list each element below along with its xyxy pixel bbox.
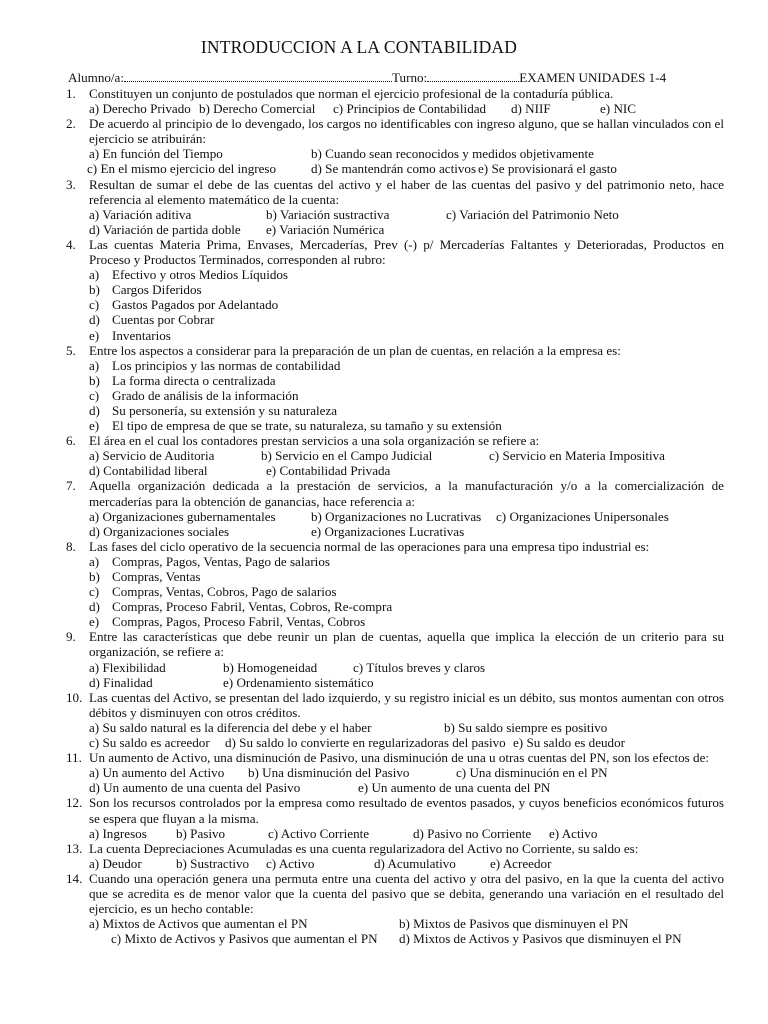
option-text: La forma directa o centralizada — [112, 372, 276, 388]
answer-option[interactable]: c) Una disminución en el PN — [456, 765, 608, 781]
answer-option[interactable]: e) Acreedor — [490, 855, 552, 871]
answer-option[interactable] — [89, 267, 724, 282]
answer-option[interactable]: e) Un aumento de una cuenta del PN — [358, 780, 551, 796]
options-row — [66, 856, 724, 871]
answer-option[interactable]: d) Un aumento de una cuenta del Pasivo — [89, 780, 301, 796]
exam-header — [68, 69, 708, 85]
question-8 — [66, 539, 724, 630]
question-number: 1. — [66, 86, 76, 101]
question-4 — [66, 237, 724, 343]
answer-option[interactable]: a) Variación aditiva — [89, 206, 192, 222]
option-letter: a) — [89, 357, 100, 373]
question-text: Resultan de sumar el debe de las cuentas del activo y el haber de las cuentas del pasivo y del patrimonio neto, hace referencia al elemento matemático de la cuenta: — [89, 176, 724, 207]
exam-title: INTRODUCCION A LA CONTABILIDAD — [200, 37, 518, 57]
answer-option[interactable] — [89, 297, 724, 312]
options-row — [66, 765, 724, 780]
answer-option[interactable]: c) Servicio en Materia Impositiva — [489, 448, 665, 464]
question-text: Aquella organización dedicada a la prestación de servicios, a la manufacturación y/o a la comercialización de mercaderías para la obtención de ganancias, hace referencia a: — [89, 478, 724, 509]
answer-option[interactable]: d) Organizaciones sociales — [89, 523, 230, 539]
question-9 — [66, 629, 724, 689]
question-7 — [66, 478, 724, 538]
question-text: Constituyen un conjunto de postulados que norman el ejercicio profesional de la contaduría pública. — [89, 86, 614, 101]
answer-option[interactable]: b) Sustractivo — [176, 855, 250, 871]
question-text: De acuerdo al principio de lo devengado, los cargos no identificables con ingreso alguno, que se hallan vinculados con el ejercicio se atribuirán: — [89, 116, 724, 147]
options-row — [66, 675, 724, 690]
question-number: 2. — [66, 116, 76, 132]
answer-option[interactable] — [89, 554, 724, 569]
answer-option[interactable] — [89, 614, 724, 629]
answer-option[interactable]: b) Organizaciones no Lucrativas — [311, 508, 482, 524]
answer-option[interactable]: a) Mixtos de Activos que aumentan el PN — [89, 916, 308, 932]
answer-option[interactable]: d) Contabilidad liberal — [89, 463, 208, 479]
answer-option[interactable]: d) Pasivo no Corriente — [413, 825, 532, 841]
option-letter: d) — [89, 599, 100, 615]
answer-option[interactable] — [89, 388, 724, 403]
option-text: Compras, Ventas — [112, 569, 201, 584]
answer-option[interactable] — [89, 373, 724, 388]
option-text: Cargos Diferidos — [112, 282, 202, 298]
options-row — [66, 660, 724, 675]
answer-option[interactable]: d) NIIF — [511, 101, 551, 117]
option-text: Los principios y las normas de contabilidad — [112, 357, 341, 373]
answer-option[interactable]: c) En el mismo ejercicio del ingreso — [87, 161, 277, 177]
options-row — [66, 524, 724, 539]
question-11 — [66, 750, 724, 795]
answer-option[interactable]: c) Activo — [266, 855, 315, 871]
answer-option[interactable]: e) Organizaciones Lucrativas — [311, 523, 465, 539]
option-letter: c) — [89, 584, 100, 600]
question-3 — [66, 177, 724, 237]
question-text: Entre los aspectos a considerar para la preparación de un plan de cuentas, en relación a la empresa es: — [89, 342, 621, 358]
answer-option[interactable]: d) Variación de partida doble — [89, 221, 241, 237]
option-letter: d) — [89, 312, 100, 328]
question-number: 11. — [66, 750, 82, 766]
answer-option[interactable]: b) Homogeneidad — [223, 659, 318, 675]
option-letter: b) — [89, 282, 100, 298]
answer-option[interactable]: d) Acumulativo — [374, 855, 456, 871]
options-list — [89, 554, 724, 629]
option-text: Su personería, su extensión y su naturaleza — [112, 402, 338, 418]
question-number: 14. — [66, 870, 83, 886]
options-row — [66, 146, 724, 161]
question-list — [66, 86, 724, 946]
answer-option[interactable]: b) Cuando sean reconocidos y medidos objetivamente — [311, 146, 594, 162]
answer-option[interactable]: a) Ingresos — [89, 825, 147, 841]
options-row — [66, 161, 724, 176]
answer-option[interactable]: b) Variación sustractiva — [266, 206, 390, 222]
question-13 — [66, 841, 724, 871]
option-letter: a) — [89, 267, 100, 283]
question-1 — [66, 86, 724, 116]
option-letter: c) — [89, 297, 100, 313]
answer-option[interactable]: a) Organizaciones gubernamentales — [89, 508, 276, 524]
option-text: Compras, Pagos, Proceso Fabril, Ventas, Cobros — [112, 614, 366, 630]
question-text: Son los recursos controlados por la empresa como resultado de eventos pasados, y cuyos beneficios económicos futuros se espera que fluyan a la misma. — [89, 795, 724, 826]
option-letter: b) — [89, 569, 100, 584]
answer-option[interactable]: c) Organizaciones Unipersonales — [496, 508, 669, 524]
options-list — [89, 358, 724, 433]
options-row — [66, 101, 724, 116]
shift-blank[interactable] — [427, 69, 519, 82]
question-number: 12. — [66, 795, 83, 811]
answer-option[interactable]: a) En función del Tiempo — [89, 146, 223, 162]
option-letter: c) — [89, 387, 100, 403]
exam-label: EXAMEN UNIDADES 1-4 — [519, 70, 667, 85]
answer-option[interactable]: b) Mixtos de Pasivos que disminuyen el PN — [399, 916, 629, 932]
answer-option[interactable]: b) Servicio en el Campo Judicial — [261, 448, 433, 464]
answer-option[interactable]: e) NIC — [600, 101, 636, 117]
question-text: Cuando una operación genera una permuta entre una cuenta del activo y otra del pasivo, en la que la cuenta del activo que se acredita es de menor valor que la cuenta del pasivo que se debita, generando una variación en el resultado del ejercicio, es un hecho contable: — [89, 870, 724, 917]
option-text: Cuentas por Cobrar — [112, 312, 215, 328]
answer-option[interactable]: c) Títulos breves y claros — [353, 659, 486, 675]
question-text: Un aumento de Activo, una disminución de Pasivo, una disminución de una u otras cuentas del PN, son los efectos de: — [89, 750, 710, 766]
question-text: La cuenta Depreciaciones Acumuladas es una cuenta regularizadora del Activo no Corriente, su saldo es: — [89, 840, 639, 856]
question-text: Las cuentas Materia Prima, Envases, Mercaderías, Prev (-) p/ Mercaderías Faltantes y Deterioradas, Productos en Proceso y Productos Terminados, corresponden al rubro: — [89, 236, 724, 268]
options-row — [66, 916, 724, 931]
options-row — [66, 931, 724, 946]
answer-option[interactable]: b) Pasivo — [176, 825, 226, 841]
answer-option[interactable]: e) Contabilidad Privada — [266, 463, 391, 479]
shift-label: Turno: — [392, 70, 428, 85]
option-text: Grado de análisis de la información — [112, 387, 299, 403]
options-row — [66, 207, 724, 222]
options-list — [89, 267, 724, 342]
options-row — [66, 448, 724, 463]
option-letter: a) — [89, 553, 100, 569]
answer-option[interactable]: a) Flexibilidad — [89, 659, 166, 675]
answer-option[interactable]: d) Su saldo lo convierte en regularizadoras del pasivo — [225, 735, 506, 751]
answer-option[interactable]: c) Su saldo es acreedor — [89, 735, 210, 751]
answer-option[interactable]: b) Su saldo siempre es positivo — [444, 719, 608, 735]
option-text: Compras, Pagos, Ventas, Pago de salarios — [112, 553, 330, 569]
question-number: 3. — [66, 176, 76, 192]
answer-option[interactable]: d) Mixtos de Activos y Pasivos que disminuyen el PN — [399, 931, 682, 947]
answer-option[interactable] — [89, 403, 724, 418]
answer-option[interactable]: e) Activo — [549, 825, 598, 841]
options-row — [66, 509, 724, 524]
question-12 — [66, 795, 724, 840]
option-text: Inventarios — [112, 327, 171, 343]
options-row — [66, 826, 724, 841]
answer-option[interactable]: b) Una disminución del Pasivo — [248, 765, 410, 781]
option-text: Compras, Ventas, Cobros, Pago de salarios — [112, 584, 337, 600]
answer-option[interactable] — [89, 282, 724, 297]
answer-option[interactable] — [89, 418, 724, 433]
option-letter: e) — [89, 614, 100, 630]
question-text: Las fases del ciclo operativo de la secuencia normal de las operaciones para una empresa tipo industrial es: — [89, 538, 650, 554]
question-number: 8. — [66, 538, 76, 554]
answer-option[interactable] — [89, 358, 724, 373]
answer-option[interactable]: a) Derecho Privado — [89, 101, 191, 117]
option-letter: e) — [89, 418, 100, 434]
answer-option[interactable]: c) Principios de Contabilidad — [333, 101, 487, 117]
question-number: 10. — [66, 689, 83, 705]
answer-option[interactable]: d) Finalidad — [89, 674, 153, 690]
answer-option[interactable] — [89, 584, 724, 599]
answer-option[interactable]: b) Derecho Comercial — [199, 101, 316, 117]
answer-option[interactable] — [89, 569, 724, 584]
answer-option[interactable]: c) Mixto de Activos y Pasivos que aumentan el PN — [111, 931, 378, 947]
options-row — [66, 735, 724, 750]
student-name-blank[interactable] — [124, 69, 392, 82]
question-text: Entre las características que debe reunir un plan de cuentas, aquella que implica la elección de un criterio para su organización, se refiere a: — [89, 629, 724, 660]
question-14 — [66, 871, 724, 946]
question-number: 5. — [66, 342, 76, 358]
answer-option[interactable]: e) Su saldo es deudor — [513, 735, 626, 751]
answer-option[interactable]: e) Variación Numérica — [266, 221, 385, 237]
question-number: 4. — [66, 236, 76, 252]
question-text: Las cuentas del Activo, se presentan del lado izquierdo, y su registro inicial es un débito, sus montos aumentan con otros débitos y disminuyen con otros créditos. — [89, 689, 724, 720]
answer-option[interactable] — [89, 599, 724, 614]
question-text: El área en el cual los contadores prestan servicios a una sola organización se refiere a: — [89, 433, 540, 449]
answer-option[interactable]: c) Activo Corriente — [268, 825, 370, 841]
question-number: 9. — [66, 629, 76, 645]
option-text: El tipo de empresa de que se trate, su naturaleza, su tamaño y su extensión — [112, 418, 502, 434]
option-letter: d) — [89, 402, 100, 418]
answer-option[interactable]: a) Su saldo natural es la diferencia del debe y el haber — [89, 719, 372, 735]
answer-option[interactable]: a) Un aumento del Activo — [89, 765, 225, 781]
answer-option[interactable]: d) Se mantendrán como activos — [311, 161, 477, 177]
answer-option[interactable] — [89, 328, 724, 343]
option-text: Compras, Proceso Fabril, Ventas, Cobros, Re-compra — [112, 599, 393, 615]
answer-option[interactable]: c) Variación del Patrimonio Neto — [446, 206, 619, 222]
question-6 — [66, 433, 724, 478]
answer-option[interactable] — [89, 312, 724, 327]
option-text: Efectivo y otros Medios Líquidos — [112, 267, 289, 283]
options-row — [66, 780, 724, 795]
answer-option[interactable]: a) Deudor — [89, 855, 142, 871]
options-row — [66, 463, 724, 478]
option-letter: e) — [89, 327, 100, 343]
question-number: 13. — [66, 840, 83, 856]
question-number: 7. — [66, 478, 76, 494]
options-row — [66, 222, 724, 237]
question-2 — [66, 116, 724, 176]
question-5 — [66, 343, 724, 434]
answer-option[interactable]: a) Servicio de Auditoria — [89, 448, 215, 464]
option-letter: b) — [89, 372, 100, 388]
options-row — [66, 720, 724, 735]
option-text: Gastos Pagados por Adelantado — [112, 297, 279, 313]
answer-option[interactable]: e) Ordenamiento sistemático — [223, 674, 374, 690]
question-10 — [66, 690, 724, 750]
answer-option[interactable]: e) Se provisionará el gasto — [478, 161, 617, 177]
student-label: Alumno/a: — [68, 70, 125, 85]
question-number: 6. — [66, 433, 76, 449]
